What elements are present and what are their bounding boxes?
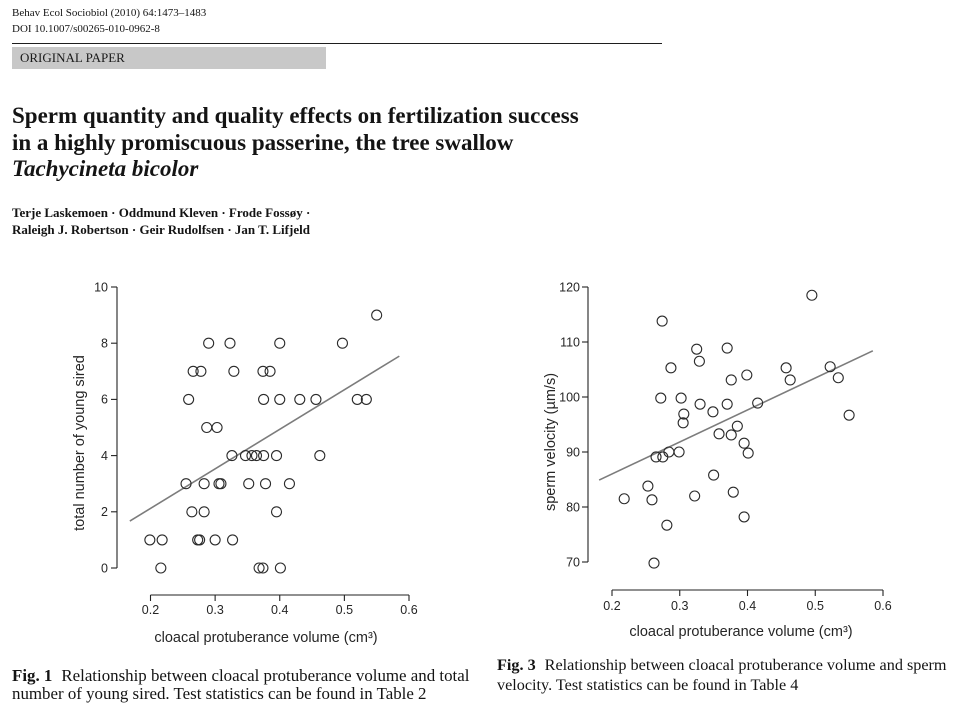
title-line: Sperm quantity and quality effects on fertilization success xyxy=(12,103,579,128)
fig3-data-point xyxy=(781,363,791,373)
fig3-data-point xyxy=(674,447,684,457)
fig1-data-point xyxy=(259,394,269,404)
fig1-data-point xyxy=(265,366,275,376)
author-line: Raleigh J. Robertson · Geir Rudolfsen · Jan T. Lifjeld xyxy=(12,222,310,237)
fig3-data-point xyxy=(664,447,674,457)
fig1-data-point xyxy=(212,423,222,433)
fig3-data-point xyxy=(692,344,702,354)
fig3-data-point xyxy=(666,363,676,373)
fig3-data-point xyxy=(656,393,666,403)
caption-line xyxy=(497,655,947,675)
fig3-data-point xyxy=(658,452,668,462)
fig1-x-tick-label: 0.2 xyxy=(141,603,160,617)
fig3-y-tick-label: 70 xyxy=(566,555,580,570)
fig3-data-point xyxy=(695,399,705,409)
fig1-data-point xyxy=(295,394,305,404)
fig1-data-point xyxy=(275,563,285,573)
fig1-x-tick-label: 0.5 xyxy=(335,603,354,617)
fig3-x-tick-label: 0.6 xyxy=(874,599,892,613)
fig1-data-point xyxy=(315,451,325,461)
fig1-data-point xyxy=(202,423,212,433)
fig1-y-tick-label: 8 xyxy=(101,336,108,351)
fig3-data-point xyxy=(728,487,738,497)
fig1-data-point xyxy=(275,394,285,404)
fig1-x-tick-label: 0.6 xyxy=(400,603,418,617)
header-rule xyxy=(12,43,662,44)
fig1-data-point xyxy=(337,338,347,348)
journal-citation: Behav Ecol Sociobiol (2010) 64:1473–1483 xyxy=(12,7,207,19)
fig3-data-point xyxy=(726,375,736,385)
species-name: Tachycineta bicolor xyxy=(12,156,199,181)
fig3-data-point xyxy=(676,393,686,403)
fig3-x-tick-label: 0.5 xyxy=(806,599,824,613)
fig3-y-tick-label: 80 xyxy=(566,500,580,515)
fig1-y-tick-label: 10 xyxy=(94,280,108,295)
figure-1-scatter-plot xyxy=(60,275,440,655)
fig3-data-point xyxy=(708,407,718,417)
fig3-data-point xyxy=(739,438,749,448)
fig1-data-point xyxy=(157,535,167,545)
fig3-data-point xyxy=(785,375,795,385)
fig1-y-tick-label: 6 xyxy=(101,392,108,407)
fig1-data-point xyxy=(210,535,220,545)
fig3-x-tick-label: 0.3 xyxy=(671,599,689,613)
fig3-data-point xyxy=(726,430,736,440)
fig1-data-point xyxy=(272,451,282,461)
fig3-y-tick-label: 100 xyxy=(559,390,580,405)
fig3-data-point xyxy=(643,481,653,491)
fig3-x-tick-label: 0.2 xyxy=(603,599,621,613)
fig3-x-axis-label: cloacal protuberance volume (cm³) xyxy=(629,624,853,640)
fig3-data-point xyxy=(714,429,724,439)
fig1-data-point xyxy=(184,394,194,404)
fig3-x-tick-label: 0.4 xyxy=(738,599,757,613)
fig1-x-tick-label: 0.3 xyxy=(206,603,224,617)
fig3-data-point xyxy=(807,290,817,300)
title-line: in a highly promiscuous passerine, the tree swallow xyxy=(12,129,514,155)
fig3-y-tick-label: 90 xyxy=(566,445,580,460)
fig1-data-point xyxy=(272,507,282,517)
fig3-data-point xyxy=(722,343,732,353)
fig1-data-point xyxy=(156,563,166,573)
fig1-data-point xyxy=(196,366,206,376)
section-banner xyxy=(12,47,326,69)
fig1-data-point xyxy=(204,338,214,348)
figure-label: Fig. 3 xyxy=(497,656,536,674)
fig1-regression-line xyxy=(130,356,399,521)
fig1-data-point xyxy=(187,507,197,517)
fig3-data-point xyxy=(833,373,843,383)
fig1-data-point xyxy=(225,338,235,348)
fig3-data-point xyxy=(743,448,753,458)
fig3-y-axis-label: sperm velocity (µm/s) xyxy=(543,372,559,512)
fig1-y-tick-label: 4 xyxy=(101,448,108,463)
fig3-data-point xyxy=(619,494,629,504)
caption-text: Relationship between cloacal protuberance volume and sperm xyxy=(544,656,947,674)
author-line: Terje Laskemoen · Oddmund Kleven · Frode Fossøy · xyxy=(12,205,311,220)
fig1-caption xyxy=(12,667,469,703)
fig1-x-axis-label: cloacal protuberance volume (cm³) xyxy=(154,630,378,646)
fig1-data-point xyxy=(244,479,254,489)
fig3-y-tick-label: 120 xyxy=(559,280,580,295)
fig1-data-point xyxy=(228,535,238,545)
fig3-regression-line xyxy=(599,351,873,480)
fig3-data-point xyxy=(722,399,732,409)
figure-3-scatter-plot xyxy=(540,275,952,647)
fig3-data-point xyxy=(649,558,659,568)
fig1-data-point xyxy=(372,310,382,320)
caption-text: Relationship between cloacal protuberance volume and total xyxy=(61,666,470,685)
fig3-data-point xyxy=(844,410,854,420)
fig1-data-point xyxy=(275,338,285,348)
fig1-data-point xyxy=(261,479,271,489)
fig1-data-point xyxy=(259,451,269,461)
fig1-data-point xyxy=(199,507,209,517)
fig3-data-point xyxy=(694,356,704,366)
fig1-data-point xyxy=(229,366,239,376)
fig3-data-point xyxy=(690,491,700,501)
figure-label: Fig. 1 xyxy=(12,666,53,685)
author-list xyxy=(12,204,310,238)
fig3-data-point xyxy=(732,421,742,431)
fig3-y-tick-label: 110 xyxy=(560,335,580,350)
fig3-data-point xyxy=(739,512,749,522)
fig1-y-tick-label: 2 xyxy=(101,505,108,520)
fig3-data-point xyxy=(662,520,672,530)
fig1-data-point xyxy=(311,394,321,404)
fig3-caption xyxy=(497,655,947,695)
doi: DOI 10.1007/s00265-010-0962-8 xyxy=(12,23,160,35)
fig1-data-point xyxy=(145,535,155,545)
caption-line: number of young sired. Test statistics can be found in Table 2 xyxy=(12,684,427,703)
fig3-data-point xyxy=(657,316,667,326)
paper-title xyxy=(12,103,579,183)
fig1-x-tick-label: 0.4 xyxy=(271,603,289,617)
fig1-data-point xyxy=(199,479,209,489)
fig1-y-axis-label: total number of young sired xyxy=(72,355,88,531)
fig3-data-point xyxy=(647,495,657,505)
caption-line: velocity. Test statistics can be found in Table 4 xyxy=(497,676,799,694)
fig1-y-tick-label: 0 xyxy=(101,561,108,576)
fig3-data-point xyxy=(742,370,752,380)
caption-line xyxy=(12,667,469,685)
section-label: ORIGINAL PAPER xyxy=(20,50,125,65)
fig3-data-point xyxy=(709,470,719,480)
fig1-data-point xyxy=(284,479,294,489)
